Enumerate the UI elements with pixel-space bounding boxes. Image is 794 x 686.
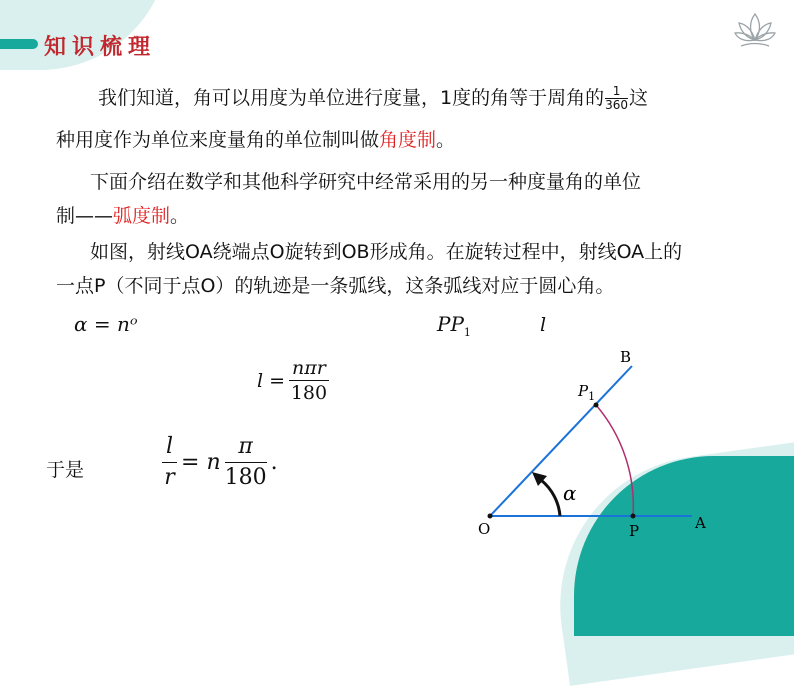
pi-numerator: π <box>225 432 267 463</box>
formula-l-over-r <box>162 432 278 493</box>
label-O: O <box>478 520 491 538</box>
label-P1 <box>577 382 595 403</box>
r-denominator: r <box>164 465 175 490</box>
fraction-1-360 <box>605 85 628 112</box>
angle-arrow-arc <box>541 480 560 516</box>
section-title: 知识梳理 <box>44 35 157 60</box>
paragraph-3-line-1: 如图，射线OA绕端点O旋转到OB形成角。在旋转过程中，射线OA上的 <box>90 241 683 263</box>
label-P1-sub: 1 <box>588 390 596 403</box>
paragraph-1-line-2 <box>56 122 455 158</box>
label-B: B <box>620 348 632 366</box>
conclusion-label: 于是 <box>46 459 85 481</box>
lotus-logo-icon <box>732 8 778 54</box>
arc-PP1 <box>596 405 633 516</box>
fraction-denominator: 360 <box>605 98 628 112</box>
point-P <box>631 514 636 519</box>
arc-length-fraction <box>289 356 329 405</box>
paragraph-1-line-1 <box>98 80 648 116</box>
l-numerator: l <box>162 432 177 463</box>
ray-OB <box>490 366 632 516</box>
p1-text-b: 这 <box>629 87 649 109</box>
formula-alpha-equals-n-degrees: α = nᵒ <box>74 312 138 336</box>
pp1-subscript: 1 <box>463 326 471 339</box>
point-O <box>488 514 493 519</box>
formula-period: . <box>270 450 278 475</box>
arc-length-numerator: nπr <box>289 356 329 381</box>
p2-text-b: 制—— <box>56 205 114 227</box>
denominator-180: 180 <box>224 465 267 490</box>
l-over-r-fraction <box>162 432 177 493</box>
point-P1 <box>594 403 599 408</box>
label-P: P <box>629 522 640 540</box>
arc-length-lhs: l = <box>257 369 286 392</box>
paragraph-3-line-2: 一点P（不同于点O）的轨迹是一条弧线，这条弧线对应于圆心角。 <box>56 275 615 297</box>
label-P1-main: P <box>578 382 589 400</box>
paragraph-2-line-1: 下面介绍在数学和其他科学研究中经常采用的另一种度量角的单位 <box>90 171 642 193</box>
formula-l: l <box>540 314 547 336</box>
formula-arc-pp1 <box>437 312 471 339</box>
equals-n: = n <box>181 450 221 475</box>
p1-text-c: 种用度作为单位来度量角的单位制叫做 <box>56 129 380 151</box>
pi-over-180-fraction <box>225 432 267 493</box>
angle-diagram <box>470 340 730 540</box>
p2-text-end: 。 <box>170 205 190 227</box>
heading-accent-bar <box>0 39 38 49</box>
pp1-main: PP <box>437 312 464 336</box>
term-radian-system: 弧度制 <box>113 205 171 227</box>
fraction-numerator: 1 <box>605 85 628 99</box>
arc-length-denominator: 180 <box>290 382 328 404</box>
p1-text-end: 。 <box>436 129 456 151</box>
label-A: A <box>695 514 706 532</box>
term-degree-system: 角度制 <box>379 129 437 151</box>
formula-arc-length <box>257 356 329 405</box>
p1-text-a: 我们知道，角可以用度为单位进行度量，1度的角等于周角的 <box>98 87 605 109</box>
label-alpha: α <box>563 481 577 505</box>
paragraph-2-line-2 <box>56 198 189 234</box>
